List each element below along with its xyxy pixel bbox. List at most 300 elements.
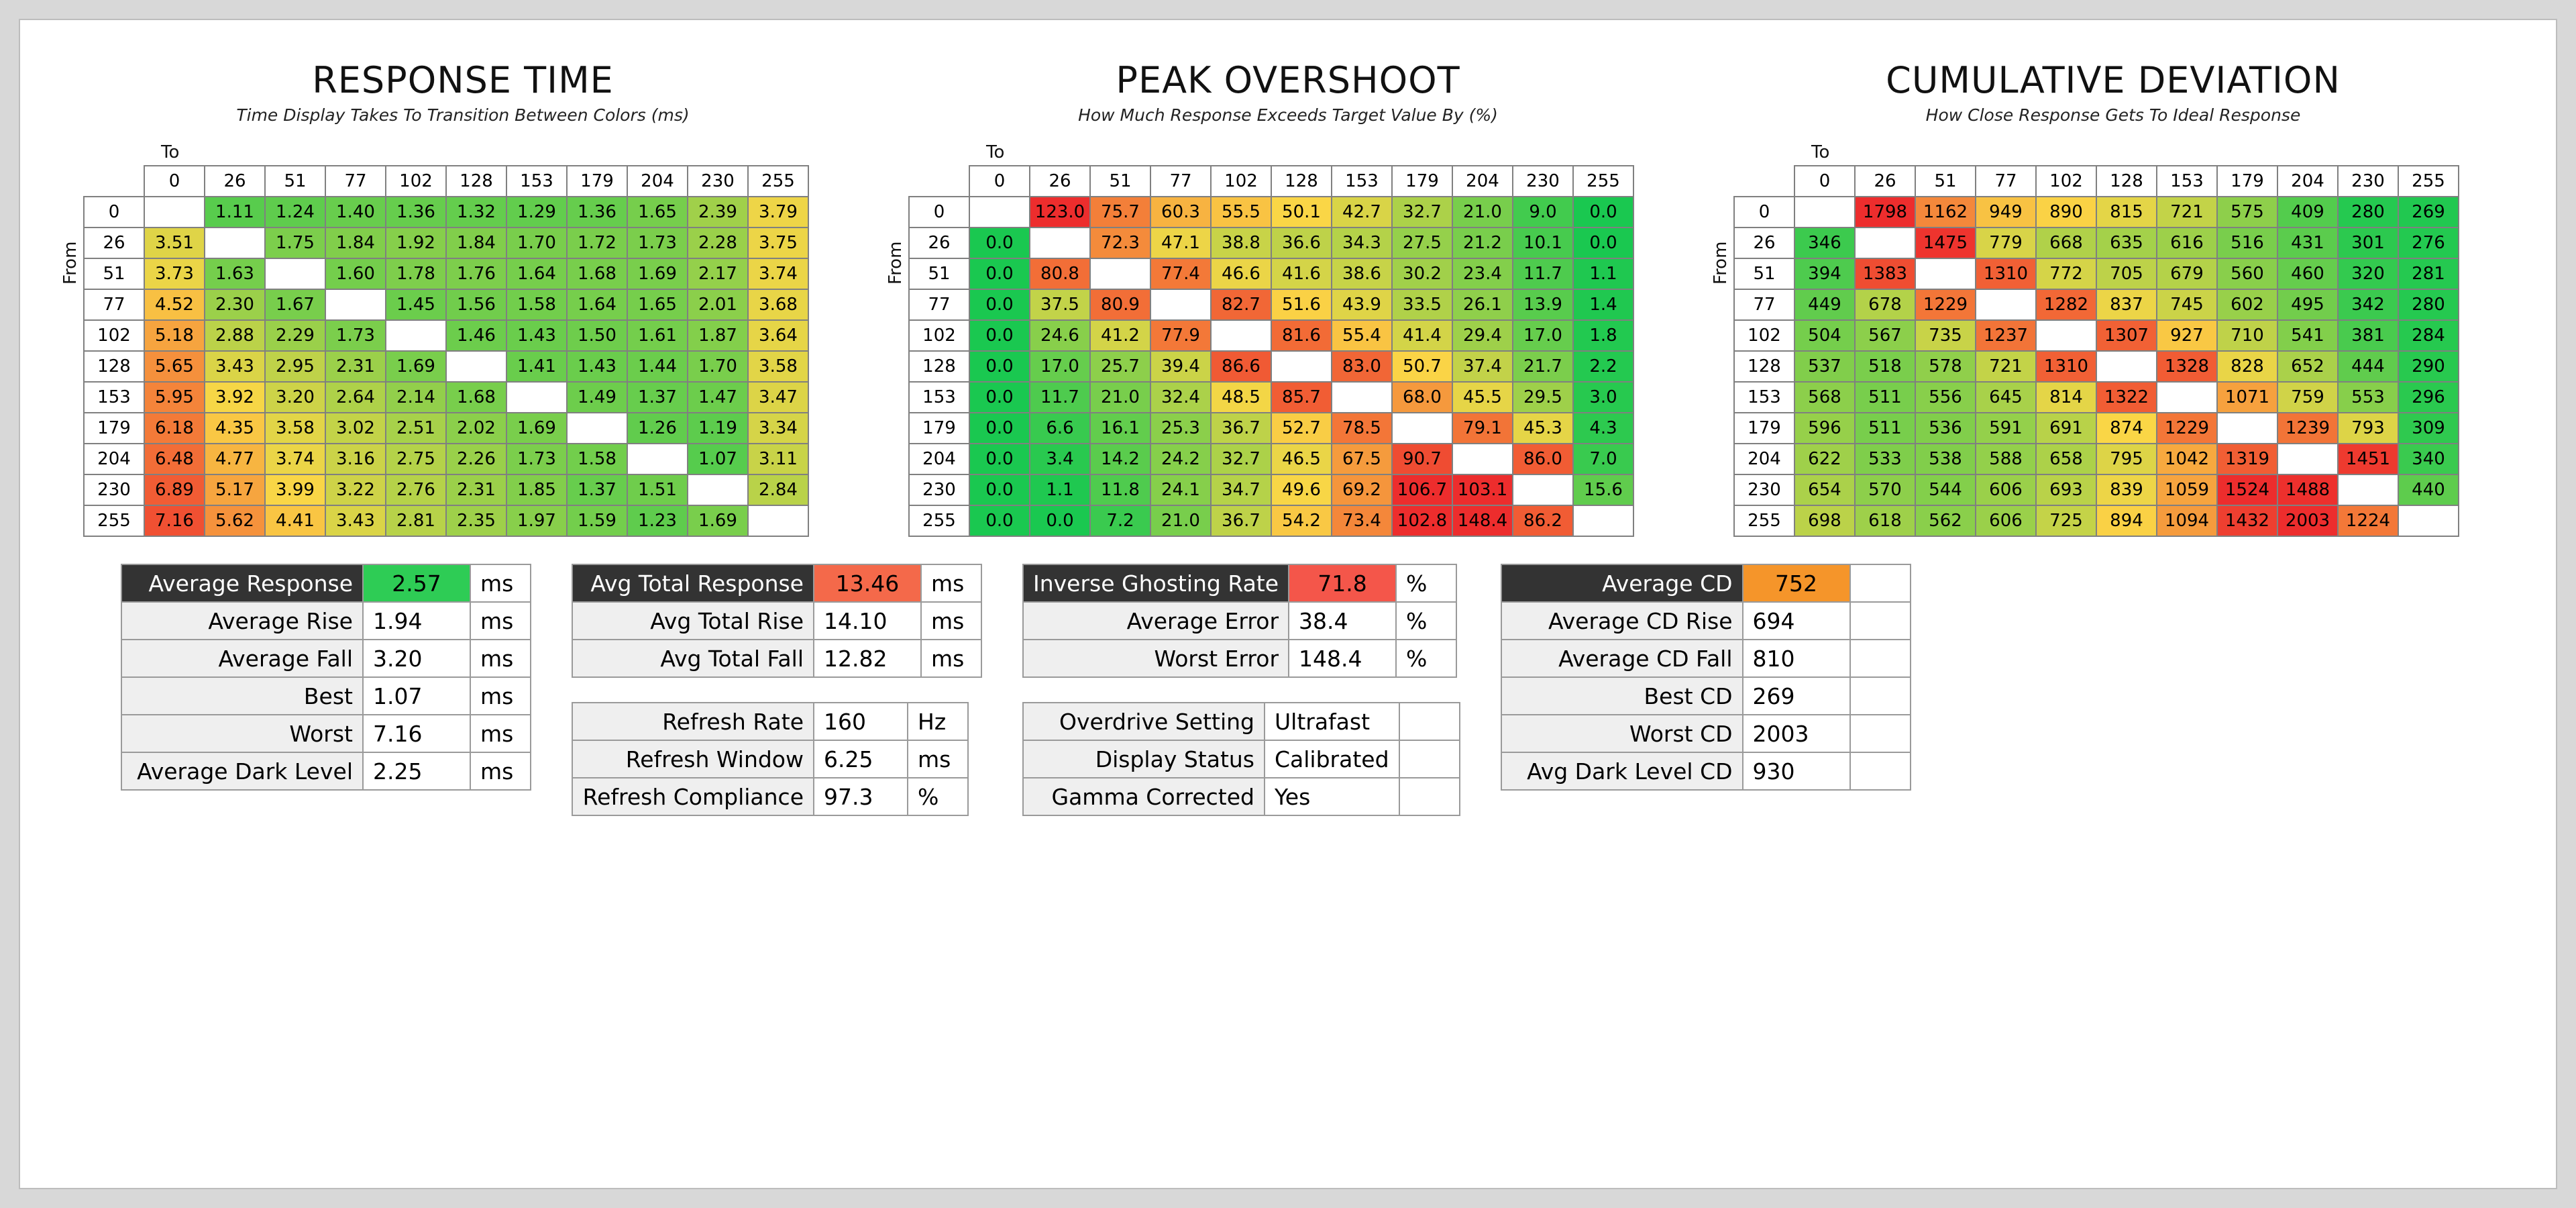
stats-label: Avg Total Rise <box>572 602 814 640</box>
matrix-cell: 102.8 <box>1392 505 1452 536</box>
matrix-cell: 68.0 <box>1392 382 1452 413</box>
matrix-col-header: 255 <box>1573 166 1633 197</box>
matrix-cell: 679 <box>2157 258 2217 289</box>
stats-value: 6.25 <box>814 740 908 778</box>
matrix-cell: 296 <box>2398 382 2459 413</box>
matrix-cell: 38.8 <box>1211 228 1271 258</box>
stats-unit <box>1850 677 1911 715</box>
stats-value: Ultrafast <box>1265 703 1399 740</box>
matrix-col-header: 26 <box>205 166 265 197</box>
matrix-cell: 1.63 <box>205 258 265 289</box>
matrix-cell: 4.77 <box>205 444 265 474</box>
matrix-cell <box>1271 351 1332 382</box>
matrix-col-header: 128 <box>446 166 506 197</box>
matrix-cell: 1.73 <box>506 444 567 474</box>
matrix-cell: 0.0 <box>969 382 1030 413</box>
stats-table-total-response <box>572 564 982 678</box>
stats-row-item <box>121 602 531 640</box>
matrix-row <box>1734 382 2459 413</box>
matrix-cell <box>1211 320 1271 351</box>
matrix-cell: 3.92 <box>205 382 265 413</box>
stats-group-total-response <box>572 564 982 816</box>
stats-unit <box>1399 703 1460 740</box>
matrix-cell: 72.3 <box>1090 228 1150 258</box>
matrix-cell: 21.0 <box>1452 197 1513 228</box>
matrix-cell: 1.47 <box>688 382 748 413</box>
matrix-cell: 1.37 <box>627 382 688 413</box>
matrix-cell: 346 <box>1794 228 1855 258</box>
matrix-cell: 7.16 <box>144 505 205 536</box>
stats-group-response <box>121 564 531 816</box>
matrix-col-header: 77 <box>1976 166 2036 197</box>
matrix-cell: 1.8 <box>1573 320 1633 351</box>
matrix-cell: 1.24 <box>265 197 325 228</box>
matrix-cell: 2.39 <box>688 197 748 228</box>
matrix-cell: 616 <box>2157 228 2217 258</box>
matrix-cell <box>748 505 808 536</box>
matrix-cell: 309 <box>2398 413 2459 444</box>
matrix-row <box>909 197 1633 228</box>
matrix-cell: 1.11 <box>205 197 265 228</box>
matrix-cell: 578 <box>1915 351 1976 382</box>
matrix-cell: 86.0 <box>1513 444 1573 474</box>
matrix-cell: 2.30 <box>205 289 265 320</box>
matrix-cell: 511 <box>1855 382 1915 413</box>
stats-value: 38.4 <box>1289 602 1396 640</box>
matrix-row <box>84 289 808 320</box>
matrix-cell: 4.52 <box>144 289 205 320</box>
matrix-cell: 3.43 <box>205 351 265 382</box>
matrix-row-header: 153 <box>1734 382 1794 413</box>
matrix-cell: 6.18 <box>144 413 205 444</box>
matrix-row <box>909 474 1633 505</box>
stats-unit: % <box>1396 640 1456 677</box>
matrix-cell: 1042 <box>2157 444 2217 474</box>
matrix-cell: 2.01 <box>688 289 748 320</box>
matrix-cell: 82.7 <box>1211 289 1271 320</box>
matrix-cell: 1.60 <box>325 258 386 289</box>
stats-unit: % <box>1396 602 1456 640</box>
matrix-cell: 2.88 <box>205 320 265 351</box>
panel-cumulative-deviation <box>1711 47 2516 537</box>
matrix-cell: 342 <box>2338 289 2398 320</box>
matrix-cell: 839 <box>2096 474 2157 505</box>
matrix-cell: 795 <box>2096 444 2157 474</box>
matrix-cell <box>2036 320 2096 351</box>
matrix-cell: 537 <box>1794 351 1855 382</box>
matrix-cell: 894 <box>2096 505 2157 536</box>
panel-subtitle: How Close Response Gets To Ideal Response <box>1925 105 2301 125</box>
matrix-cell: 281 <box>2398 258 2459 289</box>
matrix-cell: 2.2 <box>1573 351 1633 382</box>
matrix-cell: 32.7 <box>1392 197 1452 228</box>
matrix-cell: 1282 <box>2036 289 2096 320</box>
matrix-cell: 1.68 <box>567 258 627 289</box>
matrix-cell: 1.69 <box>506 413 567 444</box>
stats-label: Best <box>121 677 363 715</box>
matrix-col-header: 128 <box>1271 166 1332 197</box>
matrix-cell <box>2338 474 2398 505</box>
stats-label: Best CD <box>1501 677 1743 715</box>
stats-unit <box>1399 740 1460 778</box>
matrix-cell: 745 <box>2157 289 2217 320</box>
matrix-cell: 67.5 <box>1332 444 1392 474</box>
matrix-cell: 1.50 <box>567 320 627 351</box>
matrix-cell: 1.51 <box>627 474 688 505</box>
stats-value: 71.8 <box>1289 564 1396 602</box>
stats-row-item <box>1023 602 1456 640</box>
matrix-cell: 27.5 <box>1392 228 1452 258</box>
matrix-cell: 606 <box>1976 474 2036 505</box>
matrix-cell: 6.6 <box>1030 413 1090 444</box>
stats-value: 13.46 <box>814 564 921 602</box>
matrix-cell: 290 <box>2398 351 2459 382</box>
matrix-cell: 1319 <box>2217 444 2277 474</box>
matrix-cell: 1.36 <box>386 197 446 228</box>
stats-label: Worst <box>121 715 363 752</box>
matrix-row-header: 153 <box>909 382 969 413</box>
matrix-cell <box>265 258 325 289</box>
matrix-cell: 381 <box>2338 320 2398 351</box>
matrix-cell <box>2398 505 2459 536</box>
matrix-cell: 47.1 <box>1150 228 1211 258</box>
matrix-cell: 25.3 <box>1150 413 1211 444</box>
matrix-col-header: 255 <box>748 166 808 197</box>
matrix-cell <box>688 474 748 505</box>
matrix-col-header: 51 <box>265 166 325 197</box>
stats-value: 2003 <box>1743 715 1850 752</box>
matrix-cell <box>1332 382 1392 413</box>
matrix-cell: 3.34 <box>748 413 808 444</box>
matrix-row-header: 51 <box>84 258 144 289</box>
matrix-cell: 409 <box>2277 197 2338 228</box>
matrix-cell: 3.73 <box>144 258 205 289</box>
matrix-cell: 2.75 <box>386 444 446 474</box>
matrix-cell: 1322 <box>2096 382 2157 413</box>
matrix-cell: 1.64 <box>506 258 567 289</box>
matrix-col-header: 153 <box>1332 166 1392 197</box>
matrix-col-header: 102 <box>1211 166 1271 197</box>
matrix-cell: 46.5 <box>1271 444 1332 474</box>
matrix-cell: 2.84 <box>748 474 808 505</box>
matrix-cell: 1.26 <box>627 413 688 444</box>
matrix-cell: 1451 <box>2338 444 2398 474</box>
matrix-cell: 21.0 <box>1090 382 1150 413</box>
matrix-cell: 560 <box>2217 258 2277 289</box>
heatmap-cumulative-deviation <box>1733 165 2459 537</box>
matrix-cell: 1.37 <box>567 474 627 505</box>
matrix-cell: 511 <box>1855 413 1915 444</box>
matrix-cell: 5.17 <box>205 474 265 505</box>
matrix-cell <box>2096 351 2157 382</box>
matrix-col-header: 204 <box>1452 166 1513 197</box>
stats-table-ghosting <box>1022 564 1457 678</box>
matrix-col-header: 179 <box>2217 166 2277 197</box>
matrix-cell: 556 <box>1915 382 1976 413</box>
matrix-cell: 772 <box>2036 258 2096 289</box>
panel-title: RESPONSE TIME <box>312 59 614 101</box>
matrix-cell: 2.26 <box>446 444 506 474</box>
matrix-cell: 4.35 <box>205 413 265 444</box>
panel-peak-overshoot <box>885 47 1690 537</box>
matrix-cell: 34.3 <box>1332 228 1392 258</box>
matrix-cell: 50.7 <box>1392 351 1452 382</box>
matrix-cell: 1.58 <box>506 289 567 320</box>
matrix-cell: 3.4 <box>1030 444 1090 474</box>
matrix-cell: 1310 <box>1976 258 2036 289</box>
matrix-row-header: 77 <box>1734 289 1794 320</box>
matrix-cell: 3.0 <box>1573 382 1633 413</box>
matrix-row-header: 179 <box>1734 413 1794 444</box>
matrix-cell: 39.4 <box>1150 351 1211 382</box>
stats-row-item <box>572 640 981 677</box>
matrix-col-header: 51 <box>1915 166 1976 197</box>
matrix-cell: 394 <box>1794 258 1855 289</box>
stats-value: 269 <box>1743 677 1850 715</box>
matrix-cell: 570 <box>1855 474 1915 505</box>
matrix-cell: 24.2 <box>1150 444 1211 474</box>
matrix-cell: 652 <box>2277 351 2338 382</box>
matrix-row <box>909 228 1633 258</box>
matrix-row <box>1734 320 2459 351</box>
matrix-cell: 504 <box>1794 320 1855 351</box>
matrix-cell: 11.7 <box>1030 382 1090 413</box>
matrix-cell: 45.3 <box>1513 413 1573 444</box>
stats-label: Avg Dark Level CD <box>1501 752 1743 790</box>
stats-value: 3.20 <box>363 640 470 677</box>
matrix-cell: 1.92 <box>386 228 446 258</box>
stats-row-item <box>1501 640 1911 677</box>
stats-row-item <box>121 677 531 715</box>
matrix-cell <box>1392 413 1452 444</box>
matrix-cell: 606 <box>1976 505 2036 536</box>
matrix-cell: 538 <box>1915 444 1976 474</box>
matrix-cell: 779 <box>1976 228 2036 258</box>
matrix-cell: 34.7 <box>1211 474 1271 505</box>
stats-label: Overdrive Setting <box>1023 703 1265 740</box>
matrix-cell: 618 <box>1855 505 1915 536</box>
matrix-cell: 591 <box>1976 413 2036 444</box>
stats-value: 1.07 <box>363 677 470 715</box>
matrix-cell: 1.70 <box>688 351 748 382</box>
matrix-cell: 1.56 <box>446 289 506 320</box>
matrix-cell: 10.1 <box>1513 228 1573 258</box>
matrix-cell: 705 <box>2096 258 2157 289</box>
matrix-row <box>909 382 1633 413</box>
matrix-cell: 1.29 <box>506 197 567 228</box>
matrix-cell: 43.9 <box>1332 289 1392 320</box>
matrix-cell: 85.7 <box>1271 382 1332 413</box>
matrix-cell: 4.3 <box>1573 413 1633 444</box>
matrix-cell: 1.4 <box>1573 289 1633 320</box>
matrix-col-header: 77 <box>325 166 386 197</box>
stats-value: 7.16 <box>363 715 470 752</box>
stats-value: Yes <box>1265 778 1399 815</box>
matrix-cell <box>1090 258 1150 289</box>
stats-label: Gamma Corrected <box>1023 778 1265 815</box>
matrix-cell: 0.0 <box>969 258 1030 289</box>
matrix-row-header: 26 <box>909 228 969 258</box>
stats-row-item <box>1023 740 1460 778</box>
stats-table-cd <box>1501 564 1911 791</box>
stats-value: 2.25 <box>363 752 470 790</box>
matrix-cell: 3.79 <box>748 197 808 228</box>
matrix-cell: 79.1 <box>1452 413 1513 444</box>
matrix-row <box>84 505 808 536</box>
stats-row-item <box>1501 752 1911 790</box>
matrix-cell: 86.2 <box>1513 505 1573 536</box>
stats-value: 160 <box>814 703 908 740</box>
matrix-cell: 1.65 <box>627 197 688 228</box>
stats-label: Worst Error <box>1023 640 1289 677</box>
matrix-cell: 635 <box>2096 228 2157 258</box>
matrix-cell: 49.6 <box>1271 474 1332 505</box>
matrix-row-header: 51 <box>909 258 969 289</box>
matrix-cell: 0.0 <box>969 474 1030 505</box>
matrix-cell: 544 <box>1915 474 1976 505</box>
matrix-cell: 7.0 <box>1573 444 1633 474</box>
report-card <box>19 19 2557 1189</box>
matrix-cell <box>2277 444 2338 474</box>
matrix-cell: 0.0 <box>969 351 1030 382</box>
matrix-cell <box>1573 505 1633 536</box>
matrix-cell: 3.68 <box>748 289 808 320</box>
matrix-cell: 1.64 <box>567 289 627 320</box>
matrix-cell: 54.2 <box>1271 505 1332 536</box>
matrix-cell: 1.76 <box>446 258 506 289</box>
matrix-cell: 1.59 <box>567 505 627 536</box>
matrix-cell: 533 <box>1855 444 1915 474</box>
matrix-col-header: 230 <box>1513 166 1573 197</box>
matrix-cell: 1.32 <box>446 197 506 228</box>
matrix-cell: 721 <box>2157 197 2217 228</box>
matrix-cell: 668 <box>2036 228 2096 258</box>
matrix-cell <box>144 197 205 228</box>
matrix-cell: 29.5 <box>1513 382 1573 413</box>
stats-label: Refresh Window <box>572 740 814 778</box>
matrix-cell: 24.1 <box>1150 474 1211 505</box>
matrix-cell: 45.5 <box>1452 382 1513 413</box>
matrix-cell: 622 <box>1794 444 1855 474</box>
panel-title: CUMULATIVE DEVIATION <box>1886 59 2341 101</box>
matrix-cell: 83.0 <box>1332 351 1392 382</box>
stats-row-item <box>1501 564 1911 602</box>
matrix-cell: 1.84 <box>446 228 506 258</box>
heatmap-peak-overshoot <box>908 165 1634 537</box>
stats-label: Average Response <box>121 564 363 602</box>
matrix-cell: 55.4 <box>1332 320 1392 351</box>
matrix-cell: 280 <box>2338 197 2398 228</box>
matrix-cell: 3.58 <box>265 413 325 444</box>
matrix-cell: 3.22 <box>325 474 386 505</box>
matrix-cell: 0.0 <box>969 413 1030 444</box>
matrix-row-header: 102 <box>1734 320 1794 351</box>
matrix-cell <box>2157 382 2217 413</box>
matrix-cell: 1.68 <box>446 382 506 413</box>
stats-row <box>20 537 2556 816</box>
matrix-row <box>909 505 1633 536</box>
matrix-cell: 33.5 <box>1392 289 1452 320</box>
matrix-cell: 1.69 <box>386 351 446 382</box>
matrix-row-header: 102 <box>909 320 969 351</box>
matrix-cell: 2.17 <box>688 258 748 289</box>
stats-row-item <box>572 703 968 740</box>
matrix-cell: 1.1 <box>1030 474 1090 505</box>
stats-row-item <box>1023 564 1456 602</box>
matrix-cell: 3.47 <box>748 382 808 413</box>
matrix-cell: 55.5 <box>1211 197 1271 228</box>
matrix-cell: 1.87 <box>688 320 748 351</box>
matrix-cell: 73.4 <box>1332 505 1392 536</box>
matrix-row <box>84 413 808 444</box>
matrix-cell: 3.99 <box>265 474 325 505</box>
matrix-cell: 698 <box>1794 505 1855 536</box>
matrix-col-header: 255 <box>2398 166 2459 197</box>
matrix-cell: 1.19 <box>688 413 748 444</box>
matrix-row-header: 77 <box>84 289 144 320</box>
matrix-cell: 11.8 <box>1090 474 1150 505</box>
matrix-cell: 6.89 <box>144 474 205 505</box>
matrix-cell: 1059 <box>2157 474 2217 505</box>
matrix-cell: 1.78 <box>386 258 446 289</box>
stats-value: 2.57 <box>363 564 470 602</box>
matrix-col-header: 179 <box>567 166 627 197</box>
matrix-cell: 678 <box>1855 289 1915 320</box>
stats-label: Average Dark Level <box>121 752 363 790</box>
matrix-cell: 1.1 <box>1573 258 1633 289</box>
matrix-col-header: 153 <box>2157 166 2217 197</box>
matrix-cell: 1162 <box>1915 197 1976 228</box>
matrix-cell: 32.4 <box>1150 382 1211 413</box>
stats-row-item <box>572 740 968 778</box>
matrix-cell: 5.65 <box>144 351 205 382</box>
matrix-cell: 4.41 <box>265 505 325 536</box>
matrix-cell <box>446 351 506 382</box>
matrix-cell: 1.49 <box>567 382 627 413</box>
matrix-row <box>84 197 808 228</box>
stats-unit: % <box>1396 564 1456 602</box>
matrix-row-header: 26 <box>84 228 144 258</box>
matrix-cell: 75.7 <box>1090 197 1150 228</box>
panel-subtitle: How Much Response Exceeds Target Value By (%) <box>1078 105 1498 125</box>
stats-row-item <box>572 602 981 640</box>
matrix-cell: 26.1 <box>1452 289 1513 320</box>
matrix-cell: 5.62 <box>205 505 265 536</box>
matrix-cell: 568 <box>1794 382 1855 413</box>
matrix-cell: 1.61 <box>627 320 688 351</box>
matrix-cell: 29.4 <box>1452 320 1513 351</box>
matrix-cell: 2.29 <box>265 320 325 351</box>
matrix-cell: 1.73 <box>325 320 386 351</box>
matrix-cell <box>2217 413 2277 444</box>
matrix-cell: 36.6 <box>1271 228 1332 258</box>
matrix-cell: 51.6 <box>1271 289 1332 320</box>
matrix-cell: 2.51 <box>386 413 446 444</box>
matrix-cell: 3.74 <box>748 258 808 289</box>
matrix-corner <box>909 166 969 197</box>
matrix-cell <box>969 197 1030 228</box>
stats-group-cd <box>1501 564 1911 816</box>
matrix-row <box>1734 197 2459 228</box>
stats-label: Average CD <box>1501 564 1743 602</box>
matrix-col-header: 179 <box>1392 166 1452 197</box>
panel-response-time <box>60 47 865 537</box>
matrix-cell: 41.6 <box>1271 258 1332 289</box>
matrix-cell: 103.1 <box>1452 474 1513 505</box>
matrix-row-header: 128 <box>909 351 969 382</box>
matrix-cell: 562 <box>1915 505 1976 536</box>
matrix-cell: 793 <box>2338 413 2398 444</box>
